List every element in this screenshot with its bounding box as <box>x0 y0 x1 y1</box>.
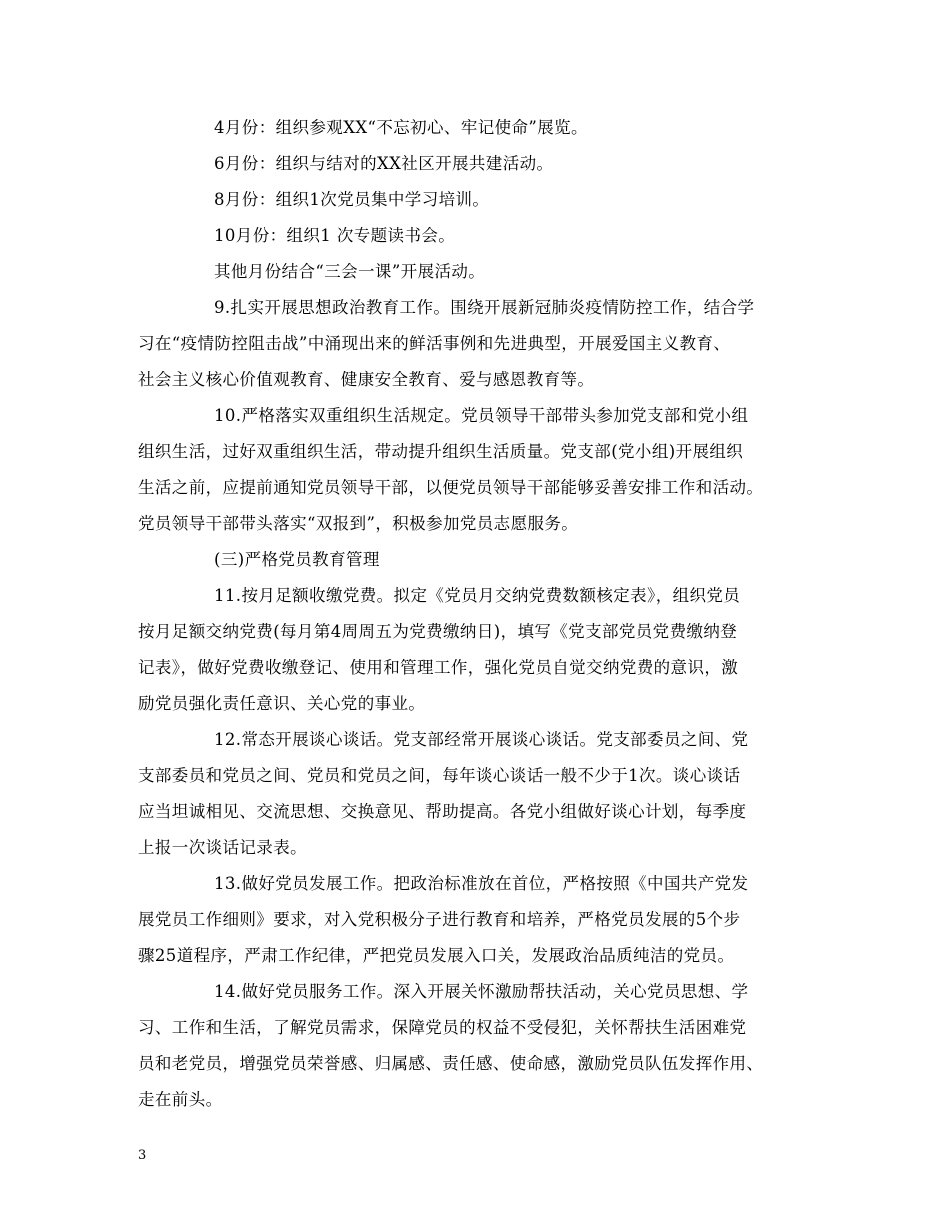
text-line: 11.按月足额收缴党费。拟定《党员月交纳党费数额核定表》，组织党员 <box>214 586 741 605</box>
text-line: 员和老党员，增强党员荣誉感、归属感、责任感、使命感，激励党员队伍发挥作用、 <box>138 1054 764 1073</box>
text-line: 14.做好党员服务工作。深入开展关怀激励帮扶活动，关心党员思想、学 <box>214 982 749 1001</box>
text-line: 党员领导干部带头落实“双报到”，积极参加党员志愿服务。 <box>138 514 579 533</box>
text-line: 骤25道程序，严肃工作纪律，严把党员发展入口关，发展政治品质纯洁的党员。 <box>138 946 735 965</box>
document-body <box>138 116 828 1124</box>
text-line: 4月份：组织参观XX“不忘初心、牢记使命”展览。 <box>214 118 588 137</box>
page-number: 3 <box>138 1148 147 1163</box>
text-line: 习、工作和生活，了解党员需求，保障党员的权益不受侵犯，关怀帮扶生活困难党 <box>138 1018 747 1037</box>
text-line: 10.严格落实双重组织生活规定。党员领导干部带头参加党支部和党小组 <box>214 406 749 425</box>
text-line: 10月份：组织1 次专题读书会。 <box>214 226 456 245</box>
text-line: 按月足额交纳党费(每月第4周周五为党费缴纳日)，填写《党支部党员党费缴纳登 <box>138 622 738 641</box>
text-line: 组织生活，过好双重组织生活，带动提升组织生活质量。党支部(党小组)开展组织 <box>138 442 744 461</box>
text-line: 应当坦诚相见、交流思想、交换意见、帮助提高。各党小组做好谈心计划，每季度 <box>138 802 747 821</box>
text-line: 社会主义核心价值观教育、健康安全教育、爱与感恩教育等。 <box>138 370 595 389</box>
text-line: 12.常态开展谈心谈话。党支部经常开展谈心谈话。党支部委员之间、党 <box>214 730 749 749</box>
text-line: 励党员强化责任意识、关心党的事业。 <box>138 694 426 713</box>
text-line: 生活之前，应提前通知党员领导干部，以便党员领导干部能够妥善安排工作和活动。 <box>138 478 764 497</box>
text-line: 走在前头。 <box>138 1090 223 1109</box>
text-line: 习在“疫情防控阻击战”中涌现出来的鲜活事例和先进典型，开展爱国主义教育、 <box>138 334 731 353</box>
text-line: 记表》，做好党费收缴登记、使用和管理工作，强化党员自觉交纳党费的意识，激 <box>138 658 739 677</box>
text-line: 8月份：组织1次党员集中学习培训。 <box>214 190 490 209</box>
section-heading: (三)严格党员教育管理 <box>214 550 380 569</box>
text-line: 展党员工作细则》要求，对入党积极分子进行教育和培养，严格党员发展的5个步 <box>138 910 741 929</box>
text-line: 上报一次谈话记录表。 <box>138 838 307 857</box>
text-line: 支部委员和党员之间、党员和党员之间，每年谈心谈话一般不少于1次。谈心谈话 <box>138 766 741 785</box>
text-line: 9.扎实开展思想政治教育工作。围绕开展新冠肺炎疫情防控工作，结合学 <box>214 298 755 317</box>
text-line: 其他月份结合“三会一课”开展活动。 <box>214 262 486 281</box>
text-line: 13.做好党员发展工作。把政治标准放在首位，严格按照《中国共产党发 <box>214 874 749 893</box>
text-line: 6月份：组织与结对的XX社区开展共建活动。 <box>214 154 554 173</box>
